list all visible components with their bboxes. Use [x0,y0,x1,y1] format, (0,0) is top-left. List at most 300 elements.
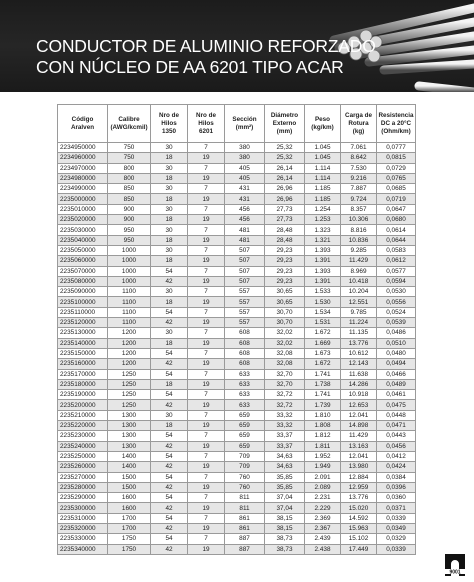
specs-table-container [57,104,415,555]
table-row [58,451,416,461]
table-cell: 7 [188,184,225,194]
table-row [58,297,416,307]
table-cell: 1.811 [305,441,341,451]
table-cell: 19 [188,256,225,266]
table-body [58,143,416,555]
table-cell: 1.393 [305,245,341,255]
table-row [58,493,416,503]
table-cell: 1600 [108,493,151,503]
table-cell: 13.776 [341,493,377,503]
column-header-line: Sección [232,115,257,123]
table-cell: 19 [188,400,225,410]
table-row [58,173,416,183]
column-header-line: (mm) [276,127,293,135]
table-cell: 507 [225,256,265,266]
column-header [265,105,305,143]
table-cell: 2.367 [305,523,341,533]
column-header [108,105,151,143]
table-cell: 19 [188,421,225,431]
table-cell: 2235300000 [58,503,108,513]
table-cell: 1100 [108,297,151,307]
table-cell: 1000 [108,245,151,255]
table-cell: 7 [188,348,225,358]
column-header-line: DC a 20°C [380,119,412,127]
table-cell: 11.224 [341,318,377,328]
table-cell: 608 [225,338,265,348]
table-cell: 29,23 [265,256,305,266]
table-cell: 0,0647 [377,204,416,214]
table-cell: 811 [225,493,265,503]
table-row [58,390,416,400]
table-cell: 2235190000 [58,390,108,400]
table-cell: 1200 [108,328,151,338]
column-header [58,105,108,143]
table-cell: 2234960000 [58,153,108,163]
table-cell: 26,14 [265,173,305,183]
column-header-line: Hilos [161,119,177,127]
table-cell: 42 [151,318,188,328]
table-cell: 760 [225,472,265,482]
certification-logo-icon [443,552,467,578]
table-cell: 18 [151,194,188,204]
table-cell: 1.045 [305,153,341,163]
table-cell: 1.808 [305,421,341,431]
table-cell: 2235340000 [58,544,108,554]
table-cell: 0,0556 [377,297,416,307]
table-cell: 950 [108,235,151,245]
table-cell: 0,0466 [377,369,416,379]
table-cell: 2235020000 [58,215,108,225]
table-row [58,235,416,245]
table-cell: 2235200000 [58,400,108,410]
table-cell: 760 [225,482,265,492]
table-cell: 1300 [108,421,151,431]
table-cell: 8.816 [341,225,377,235]
column-header-line: Calibre [118,115,140,123]
table-cell: 14.898 [341,421,377,431]
table-cell: 0,0339 [377,513,416,523]
table-cell: 54 [151,431,188,441]
table-cell: 13.163 [341,441,377,451]
table-cell: 33,32 [265,421,305,431]
table-cell: 0,0396 [377,482,416,492]
table-cell: 900 [108,204,151,214]
column-header-line: Diámetro [270,111,299,119]
table-row [58,307,416,317]
table-cell: 2235210000 [58,410,108,420]
table-cell: 19 [188,544,225,554]
table-cell: 8.357 [341,204,377,214]
table-cell: 405 [225,173,265,183]
table-cell: 7 [188,493,225,503]
table-cell: 2235250000 [58,451,108,461]
table-cell: 1750 [108,534,151,544]
table-cell: 0,0494 [377,359,416,369]
table-cell: 1100 [108,318,151,328]
table-cell: 26,96 [265,184,305,194]
table-cell: 1250 [108,379,151,389]
table-cell: 19 [188,194,225,204]
table-cell: 0,0594 [377,276,416,286]
table-cell: 481 [225,235,265,245]
table-cell: 0,0384 [377,472,416,482]
table-cell: 1.739 [305,400,341,410]
table-cell: 861 [225,513,265,523]
table-cell: 2235060000 [58,256,108,266]
table-cell: 26,96 [265,194,305,204]
table-cell: 10.418 [341,276,377,286]
table-row [58,513,416,523]
table-cell: 54 [151,493,188,503]
table-cell: 608 [225,348,265,358]
table-cell: 1.741 [305,369,341,379]
table-row [58,276,416,286]
table-cell: 10.918 [341,390,377,400]
table-cell: 54 [151,534,188,544]
table-cell: 1.254 [305,204,341,214]
table-cell: 18 [151,215,188,225]
table-cell: 12.041 [341,410,377,420]
table-cell: 2235310000 [58,513,108,523]
table-row [58,472,416,482]
table-cell: 19 [188,153,225,163]
table-row [58,410,416,420]
table-row [58,287,416,297]
table-cell: 42 [151,276,188,286]
column-header-line: Nro de [159,111,179,119]
table-cell: 18 [151,153,188,163]
table-cell: 11.429 [341,256,377,266]
table-cell: 42 [151,462,188,472]
table-cell: 7 [188,225,225,235]
table-cell: 850 [108,184,151,194]
table-cell: 7.061 [341,143,377,153]
table-cell: 1400 [108,462,151,472]
table-cell: 2.091 [305,472,341,482]
table-cell: 13.776 [341,338,377,348]
table-cell: 33,32 [265,410,305,420]
table-row [58,215,416,225]
table-cell: 10.612 [341,348,377,358]
table-cell: 659 [225,441,265,451]
table-cell: 38,73 [265,544,305,554]
table-cell: 887 [225,534,265,544]
table-cell: 19 [188,441,225,451]
table-cell: 32,70 [265,369,305,379]
table-cell: 32,72 [265,390,305,400]
table-cell: 507 [225,245,265,255]
table-cell: 481 [225,225,265,235]
table-cell: 2235080000 [58,276,108,286]
table-cell: 2235000000 [58,194,108,204]
table-cell: 1600 [108,503,151,513]
table-cell: 19 [188,482,225,492]
table-cell: 0,0448 [377,410,416,420]
table-cell: 32,70 [265,379,305,389]
table-cell: 8.969 [341,266,377,276]
table-cell: 0,0815 [377,153,416,163]
table-cell: 1200 [108,338,151,348]
table-cell: 13.980 [341,462,377,472]
table-row [58,194,416,204]
table-cell: 2235320000 [58,523,108,533]
table-cell: 2235090000 [58,287,108,297]
table-cell: 7 [188,287,225,297]
table-cell: 0,0486 [377,328,416,338]
table-cell: 800 [108,163,151,173]
table-cell: 709 [225,462,265,472]
table-cell: 7 [188,369,225,379]
table-cell: 0,0680 [377,215,416,225]
table-row [58,266,416,276]
table-cell: 54 [151,307,188,317]
table-cell: 659 [225,421,265,431]
table-row [58,431,416,441]
table-cell: 30 [151,328,188,338]
table-row [58,184,416,194]
table-cell: 0,0480 [377,348,416,358]
table-header-row [58,105,416,143]
table-cell: 0,0524 [377,307,416,317]
table-cell: 35,85 [265,482,305,492]
table-cell: 42 [151,523,188,533]
table-cell: 1250 [108,369,151,379]
table-row [58,482,416,492]
table-cell: 54 [151,369,188,379]
table-cell: 0,0644 [377,235,416,245]
table-cell: 431 [225,194,265,204]
table-cell: 32,08 [265,348,305,358]
table-cell: 34,63 [265,451,305,461]
table-cell: 2235260000 [58,462,108,472]
table-cell: 900 [108,215,151,225]
table-cell: 0,0424 [377,462,416,472]
table-cell: 7 [188,163,225,173]
table-cell: 18 [151,297,188,307]
table-cell: 1.253 [305,215,341,225]
table-cell: 1.391 [305,256,341,266]
table-cell: 19 [188,318,225,328]
table-cell: 456 [225,215,265,225]
table-row [58,256,416,266]
table-cell: 2235010000 [58,204,108,214]
table-cell: 25,32 [265,153,305,163]
table-cell: 27,73 [265,204,305,214]
table-row [58,534,416,544]
column-header-line: Externo [272,119,297,127]
table-cell: 42 [151,544,188,554]
table-cell: 7 [188,204,225,214]
table-cell: 1.952 [305,451,341,461]
table-cell: 7 [188,307,225,317]
table-cell: 1.949 [305,462,341,472]
table-cell: 42 [151,482,188,492]
table-cell: 12.041 [341,451,377,461]
table-cell: 2234970000 [58,163,108,173]
specs-table [57,104,416,555]
table-cell: 30 [151,410,188,420]
table-cell: 1.530 [305,297,341,307]
column-header [305,105,341,143]
table-cell: 33,37 [265,441,305,451]
table-cell: 9.216 [341,173,377,183]
table-row [58,153,416,163]
table-cell: 2235220000 [58,421,108,431]
table-cell: 42 [151,441,188,451]
table-cell: 1.391 [305,276,341,286]
table-cell: 54 [151,451,188,461]
table-cell: 1250 [108,400,151,410]
table-row [58,328,416,338]
table-cell: 1000 [108,256,151,266]
table-cell: 18 [151,338,188,348]
table-cell: 0,0612 [377,256,416,266]
table-cell: 2235070000 [58,266,108,276]
table-cell: 2235120000 [58,318,108,328]
column-header-line: (AWG/kcmil) [110,123,148,131]
table-cell: 28,48 [265,235,305,245]
table-cell: 1.672 [305,328,341,338]
table-cell: 7.887 [341,184,377,194]
table-cell: 2235030000 [58,225,108,235]
table-row [58,503,416,513]
table-cell: 32,02 [265,328,305,338]
table-cell: 25,32 [265,143,305,153]
logo-number: 9001 [449,569,461,576]
table-cell: 557 [225,297,265,307]
table-cell: 1.533 [305,287,341,297]
table-cell: 1000 [108,266,151,276]
table-cell: 12.551 [341,297,377,307]
table-cell: 2235160000 [58,359,108,369]
column-header-line: (mm²) [235,123,254,131]
table-cell: 1.673 [305,348,341,358]
table-cell: 0,0530 [377,287,416,297]
table-row [58,338,416,348]
table-cell: 0,0339 [377,544,416,554]
table-row [58,523,416,533]
table-cell: 42 [151,400,188,410]
table-cell: 14.592 [341,513,377,523]
table-cell: 0,0412 [377,451,416,461]
table-row [58,400,416,410]
table-cell: 18 [151,421,188,431]
table-cell: 29,23 [265,266,305,276]
table-cell: 32,02 [265,338,305,348]
table-cell: 7 [188,410,225,420]
table-cell: 1.321 [305,235,341,245]
column-header-line: Rotura [348,119,369,127]
table-cell: 30 [151,143,188,153]
table-cell: 800 [108,173,151,183]
table-cell: 54 [151,472,188,482]
table-cell: 1250 [108,390,151,400]
table-cell: 7 [188,143,225,153]
table-cell: 1500 [108,482,151,492]
table-cell: 1.741 [305,390,341,400]
table-cell: 7 [188,534,225,544]
table-cell: 19 [188,462,225,472]
table-row [58,462,416,472]
table-cell: 380 [225,143,265,153]
column-header-line: 1350 [161,127,176,135]
table-cell: 861 [225,523,265,533]
table-cell: 0,0475 [377,400,416,410]
column-header [225,105,265,143]
column-header [188,105,225,143]
table-cell: 12.143 [341,359,377,369]
column-header-line: (Ohm/km) [381,127,411,135]
table-cell: 633 [225,390,265,400]
table-row [58,421,416,431]
table-cell: 0,0349 [377,523,416,533]
table-row [58,225,416,235]
table-cell: 2235170000 [58,369,108,379]
table-cell: 1.114 [305,163,341,173]
column-header-line: Hilos [198,119,214,127]
page-header [0,0,474,92]
table-cell: 2.231 [305,493,341,503]
table-cell: 19 [188,215,225,225]
table-cell: 557 [225,307,265,317]
table-cell: 2235150000 [58,348,108,358]
table-cell: 19 [188,359,225,369]
table-cell: 1200 [108,348,151,358]
table-cell: 0,0443 [377,431,416,441]
title-line-1: CONDUCTOR DE ALUMINIO REFORZADO [36,36,376,56]
table-cell: 18 [151,379,188,389]
table-cell: 2.229 [305,503,341,513]
table-cell: 14.286 [341,379,377,389]
table-cell: 1750 [108,544,151,554]
table-cell: 0,0371 [377,503,416,513]
table-cell: 1000 [108,276,151,286]
table-cell: 2235330000 [58,534,108,544]
table-cell: 709 [225,451,265,461]
table-cell: 811 [225,503,265,513]
table-cell: 1400 [108,451,151,461]
table-cell: 0,0777 [377,143,416,153]
table-cell: 431 [225,184,265,194]
table-cell: 11.429 [341,431,377,441]
table-cell: 2235040000 [58,235,108,245]
table-cell: 1.810 [305,410,341,420]
table-cell: 30 [151,184,188,194]
table-cell: 10.204 [341,287,377,297]
table-cell: 750 [108,143,151,153]
table-cell: 7 [188,266,225,276]
table-cell: 29,23 [265,245,305,255]
table-cell: 28,48 [265,225,305,235]
table-cell: 7 [188,328,225,338]
table-cell: 608 [225,359,265,369]
table-row [58,318,416,328]
table-cell: 2235290000 [58,493,108,503]
table-cell: 2234950000 [58,143,108,153]
column-header-line: (kg/km) [311,123,334,131]
table-cell: 38,15 [265,523,305,533]
table-cell: 1700 [108,523,151,533]
table-cell: 30 [151,225,188,235]
table-cell: 2.369 [305,513,341,523]
table-cell: 54 [151,513,188,523]
table-cell: 1500 [108,472,151,482]
table-cell: 1.185 [305,194,341,204]
column-header [151,105,188,143]
table-cell: 10.306 [341,215,377,225]
table-cell: 32,72 [265,400,305,410]
table-cell: 659 [225,431,265,441]
